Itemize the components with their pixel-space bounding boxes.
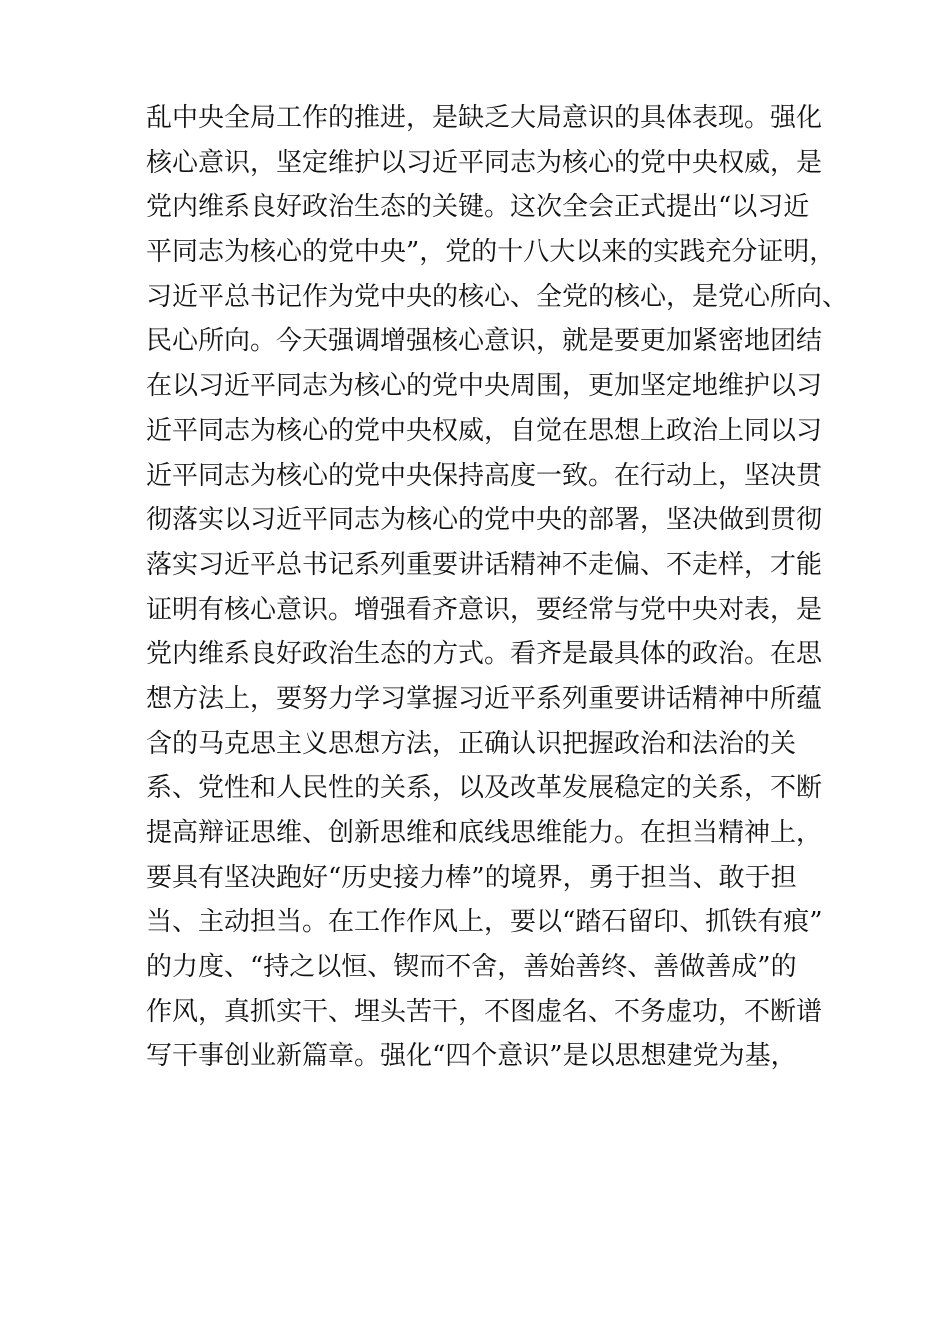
text-line: 落实习近平总书记系列重要讲话精神不走偏、不走样，才能 — [146, 549, 823, 580]
text-line: 要具有坚决跑好“历史接力棒”的境界，勇于担当、敢于担 — [146, 862, 797, 893]
text-line: 党内维系良好政治生态的方式。看齐是最具体的政治。在思 — [146, 639, 823, 670]
text-line: 平同志为核心的党中央”，党的十八大以来的实践充分证明， — [146, 237, 836, 268]
text-line: 民心所向。今天强调增强核心意识，就是要更加紧密地团结 — [146, 326, 823, 357]
text-line: 含的马克思主义思想方法，正确认识把握政治和法治的关 — [146, 728, 797, 759]
text-line: 近平同志为核心的党中央权威，自觉在思想上政治上同以习 — [146, 415, 823, 446]
text-line: 在以习近平同志为核心的党中央周围，更加坚定地维护以习 — [146, 371, 823, 402]
text-line: 系、党性和人民性的关系，以及改革发展稳定的关系，不断 — [146, 773, 823, 804]
text-line: 乱中央全局工作的推进，是缺乏大局意识的具体表现。强化 — [146, 103, 823, 133]
text-line: 提高辩证思维、创新思维和底线思维能力。在担当精神上， — [146, 818, 823, 848]
text-line: 想方法上，要努力学习掌握习近平系列重要讲话精神中所蕴 — [146, 683, 823, 714]
text-line: 的力度、“持之以恒、锲而不舍，善始善终、善做善成”的 — [146, 952, 797, 983]
text-line: 习近平总书记作为党中央的核心、全党的核心，是党心所向、 — [146, 281, 849, 312]
text-line: 当、主动担当。在工作作风上，要以“踏石留印、抓铁有痕” — [146, 907, 823, 938]
text-line: 近平同志为核心的党中央保持高度一致。在行动上，坚决贯 — [146, 460, 823, 491]
text-line: 证明有核心意识。增强看齐意识，要经常与党中央对表，是 — [146, 594, 823, 625]
body-text — [146, 96, 849, 1079]
text-line: 作风，真抓实干、埋头苦干，不图虚名、不务虚功，不断谱 — [146, 996, 823, 1027]
text-line: 写干事创业新篇章。强化“四个意识”是以思想建党为基， — [146, 1041, 797, 1072]
text-line: 彻落实以习近平同志为核心的党中央的部署，坚决做到贯彻 — [146, 505, 823, 536]
text-line: 党内维系良好政治生态的关键。这次全会正式提出“以习近 — [146, 192, 810, 223]
text-line: 核心意识，坚定维护以习近平同志为核心的党中央权威，是 — [146, 147, 823, 178]
